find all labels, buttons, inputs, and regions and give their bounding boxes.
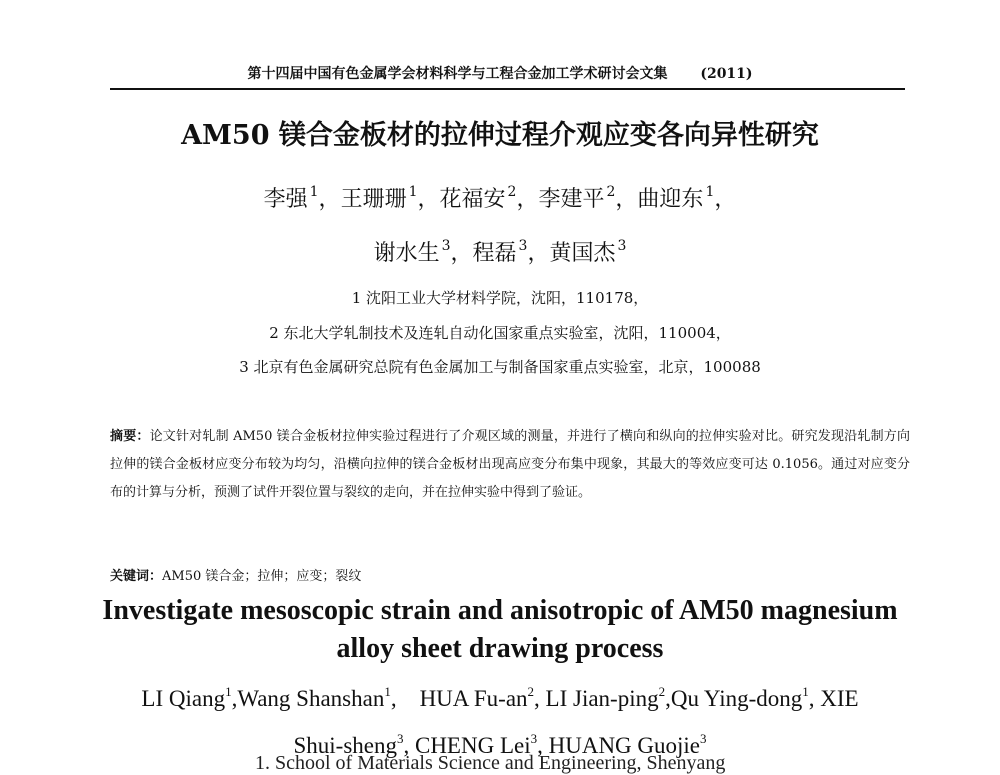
en-author-affiliation-mark: 1	[225, 684, 232, 699]
en-author-affiliation-mark: 2	[527, 684, 535, 699]
cut-off-affiliation-line: 1. School of Materials Science and Engineering, Shenyang	[255, 752, 726, 774]
cn-author-name: 程磊	[472, 241, 517, 266]
abstract	[110, 423, 910, 507]
abstract-label: 摘要：	[110, 429, 150, 444]
cn-author-name: 曲迎东	[637, 187, 704, 212]
cn-author-separator: ，	[450, 241, 473, 266]
english-authors-line-1	[0, 672, 1000, 719]
english-title-line-2: alloy sheet drawing process	[336, 633, 664, 664]
en-author-separator: ,	[537, 733, 549, 758]
keywords-label: 关键词：	[110, 569, 163, 584]
en-author-name: Shui-sheng	[293, 733, 397, 758]
cn-author-affiliation-mark: 2	[507, 184, 517, 200]
abstract-text: 论文针对轧制 AM50 镁合金板材拉伸实验过程进行了介观区域的测量，并进行了横向和纵向的拉伸实验对比。研究发现沿轧制方向拉伸的镁合金板材应变分布较为均匀，沿横向拉伸的镁合金板材出现高应变分布集中现象，其最大的等效应变可达 0.1056。通过对应变分布的计算与分析，预测了试件开裂位置与裂纹的走向，并在拉伸实验中得到了验证。	[110, 429, 910, 500]
en-author-name: LI Qiang	[141, 686, 226, 711]
affiliation-3: 3 北京有色金属研究总院有色金属加工与制备国家重点实验室，北京，100088	[239, 358, 761, 376]
affiliation-1: 1 沈阳工业大学材料学院，沈阳，110178，	[351, 289, 649, 307]
cn-author-name: 谢水生	[373, 241, 440, 266]
en-author-separator: ,	[665, 686, 671, 711]
cn-author-affiliation-mark: 1	[408, 184, 418, 200]
cn-author-affiliation-mark: 3	[617, 238, 627, 254]
en-author-separator: ,	[231, 686, 238, 711]
cn-author-affiliation-mark: 1	[705, 184, 715, 200]
affiliation-2: 2 东北大学轧制技术及连轧自动化国家重点实验室，沈阳，110004，	[269, 324, 731, 342]
cn-author-affiliation-mark: 2	[606, 184, 616, 200]
cn-author-name: 李强	[263, 187, 308, 212]
en-author-name: HUA Fu-an	[419, 686, 528, 711]
en-author-affiliation-mark: 3	[700, 731, 707, 746]
en-author-name: Wang Shanshan	[237, 686, 385, 711]
cn-author-name: 黄国杰	[549, 241, 616, 266]
cn-author-name: 王珊珊	[340, 187, 407, 212]
cn-author-affiliation-mark: 1	[309, 184, 319, 200]
en-author-name: LI Jian-ping	[545, 686, 659, 711]
cn-author-separator: ，	[714, 187, 737, 212]
cn-author-affiliation-mark: 3	[441, 238, 451, 254]
cn-author-separator: ，	[516, 187, 539, 212]
en-author-affiliation-mark: 1	[384, 684, 391, 699]
cn-author-separator: ，	[527, 241, 550, 266]
en-author-affiliation-mark: 3	[396, 731, 404, 746]
journal-year: (2011)	[700, 66, 753, 82]
en-author-affiliation-mark: 1	[802, 684, 809, 699]
cn-author-separator: ，	[615, 187, 638, 212]
header-rule	[110, 88, 905, 90]
cn-author-name: 李建平	[538, 187, 605, 212]
cn-author-separator: ，	[417, 187, 440, 212]
en-author-separator: , XIE	[808, 686, 859, 711]
cn-author-name: 花福安	[439, 187, 506, 212]
english-title	[0, 592, 1000, 668]
en-author-name: Qu Ying-dong	[670, 686, 803, 711]
en-author-affiliation-mark: 2	[658, 684, 666, 699]
journal-name: 第十四届中国有色金属学会材料科学与工程合金加工学术研讨会文集	[247, 66, 668, 82]
chinese-authors-line-2	[0, 236, 1000, 267]
cn-author-separator: ，	[318, 187, 341, 212]
en-author-name: HUANG Guojie	[548, 733, 701, 758]
chinese-title: AM50 镁合金板材的拉伸过程介观应变各向异性研究	[181, 120, 819, 151]
en-author-affiliation-mark: 3	[530, 731, 538, 746]
cn-author-affiliation-mark: 3	[518, 238, 528, 254]
chinese-authors-line-1	[0, 182, 1000, 213]
en-author-separator: ,	[403, 733, 415, 758]
keywords-text: AM50 镁合金；拉伸；应变；裂纹	[162, 569, 362, 584]
english-title-line-1: Investigate mesoscopic strain and anisotropic of AM50 magnesium	[102, 595, 898, 626]
running-header	[110, 63, 890, 87]
en-author-separator: ,	[390, 686, 420, 711]
keywords	[110, 565, 910, 584]
en-author-separator: ,	[534, 686, 546, 711]
en-author-name: CHENG Lei	[414, 733, 531, 758]
